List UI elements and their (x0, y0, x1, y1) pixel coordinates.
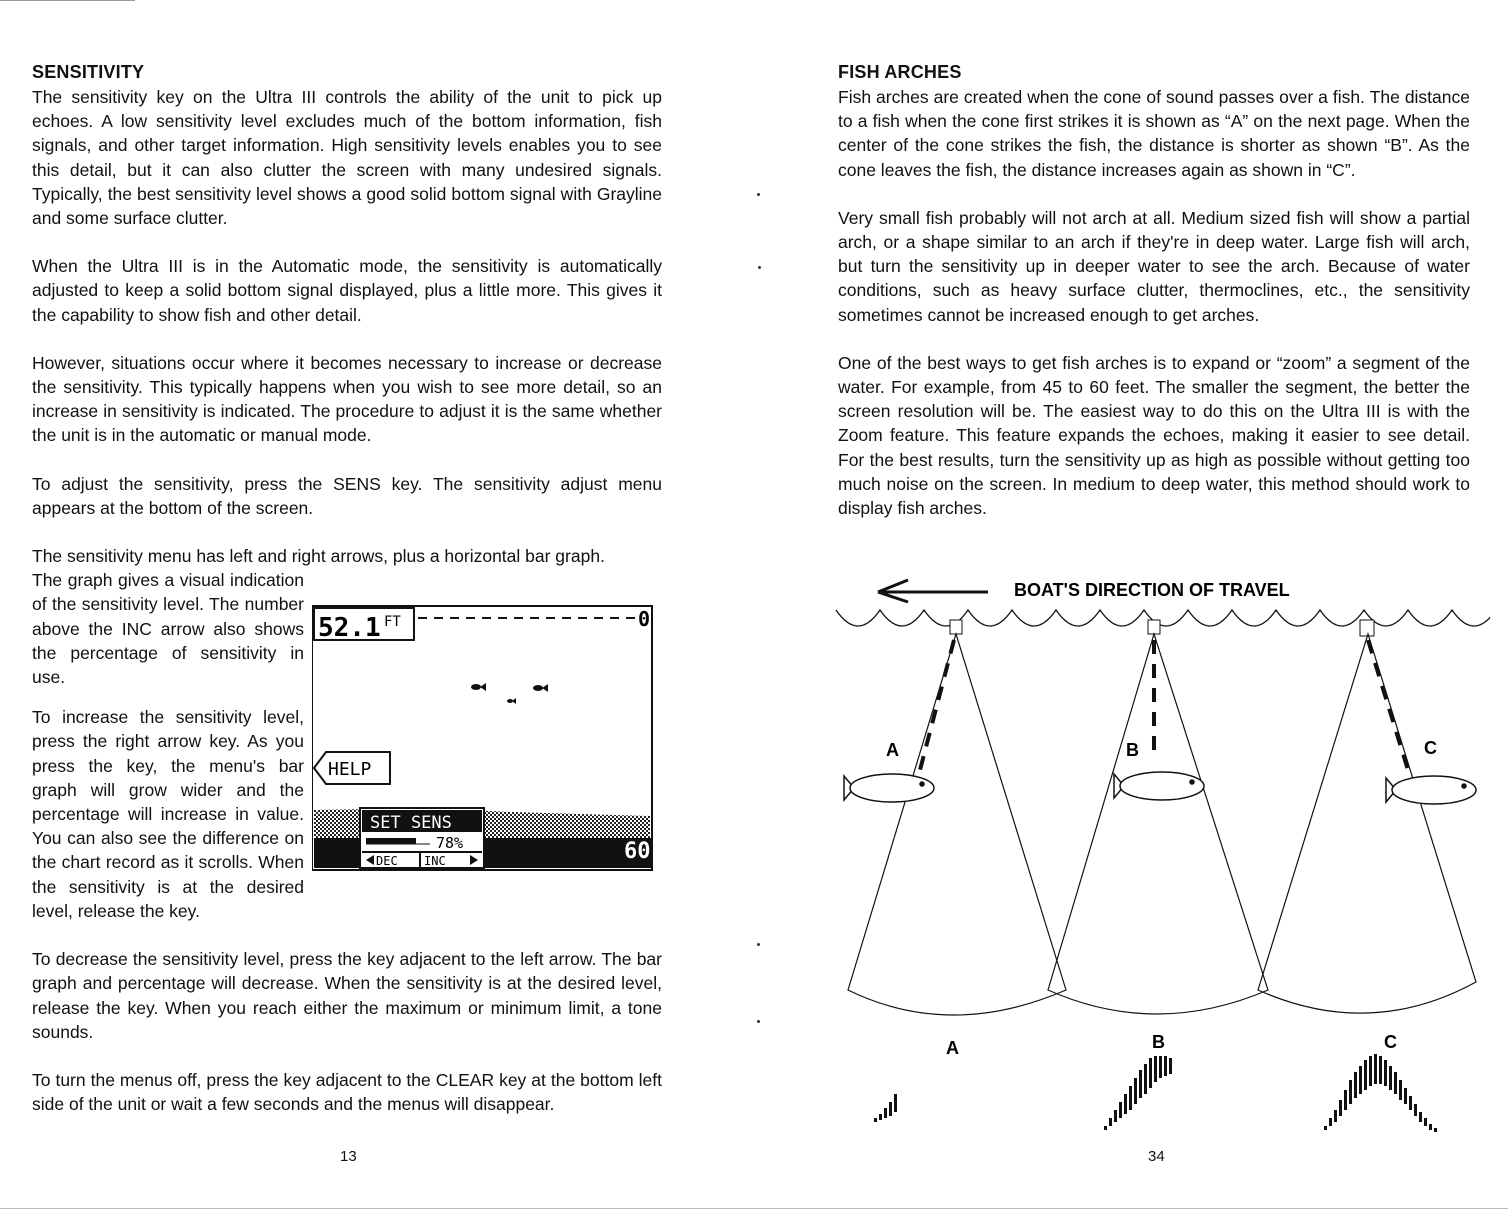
echo-arch-b (1104, 1056, 1172, 1130)
paragraph: The sensitivity key on the Ultra III controls the ability of the unit to pick up echoes. A low sensitivity level excludes much of the bottom information, fish signals, and other target information. High sensitivity levels enables you to see this detail, but it can also clutter the screen with many undesired signals. Typically, the best sensitivity level shows a good solid bottom signal with Grayline and some surface clutter. (32, 87, 662, 229)
sonar-cone-b (1048, 634, 1268, 1014)
sonar-screen-figure (312, 576, 662, 888)
label-a: A (886, 740, 899, 760)
paragraph: To turn the menus off, press the key adjacent to the CLEAR key at the bottom left side of the unit or wait a few seconds and the menus will disappear. (32, 1069, 662, 1115)
direction-label: BOAT'S DIRECTION OF TRAVEL (1014, 580, 1290, 600)
paragraph: To adjust the sensitivity, press the SENS key. The sensitivity adjust menu appears at the bottom of the screen. (32, 473, 662, 518)
paragraph: Very small fish probably will not arch at all. Medium sized fish will show a partial arch, or a shape similar to an arch if they're in deep water. Large fish will arch, but turn the sensitivity up in deeper water to see the arch. Because of water conditions, such as heavy surface clutter, thermoclines, etc., the sensitivity sometimes cannot be increased enough to get arches. (838, 207, 1470, 325)
bottom-label-b: B (1152, 1032, 1165, 1052)
margin-mark (758, 266, 761, 269)
svg-text:INC: INC (424, 854, 446, 869)
paragraph: The graph gives a visual indication of the sensitivity level. The number above the INC arrow also shows the percentage of sensitivity in use. (32, 570, 304, 688)
paragraph (32, 544, 662, 568)
paragraph: However, situations occur where it becomes necessary to increase or decrease the sensitivity. This typically happens when you wish to see more detail, so an increase in sensitivity is indicated. The procedure to adjust it is the same whether the unit is in the automatic or manual mode. (32, 352, 662, 446)
paragraph: To decrease the sensitivity level, press the key adjacent to the left arrow. The bar graph and percentage will decrease. When the sensitivity is at the desired level, release the key. When you reach either the maximum or minimum limit, a tone sounds. (32, 949, 662, 1042)
help-button[interactable] (314, 752, 390, 784)
paragraph: When the Ultra III is in the Automatic mode, the sensitivity is automatically adjusted to keep a solid bottom signal displayed, plus a little more. This gives it the capability to show fish and other detail. (32, 256, 662, 325)
bottom-rule (0, 1208, 1508, 1209)
label-c: C (1424, 738, 1437, 758)
transducer-icon (1148, 620, 1160, 634)
page-number: 13 (340, 1148, 357, 1165)
echo-arch-c (1324, 1054, 1437, 1132)
bottom-label-a: A (946, 1038, 959, 1058)
top-rule (0, 0, 135, 1)
right-page (838, 62, 1470, 544)
margin-mark (757, 193, 760, 196)
page-number: 34 (1148, 1148, 1165, 1165)
bottom-label-c: C (1384, 1032, 1397, 1052)
fish-arch-diagram (830, 570, 1490, 1150)
sonar-cone-c (1258, 634, 1476, 1013)
depth-unit: FT (384, 614, 401, 631)
fish-icon (844, 774, 934, 802)
bottom-range: 60 (624, 839, 651, 865)
paragraph: One of the best ways to get fish arches is to expand or “zoom” a segment of the water. For example, from 45 to 60 feet. The smaller the segment, the better the screen resolution will be. The easiest way to do this on the Ultra III is with the Zoom feature. This feature expands the echoes, making it easier to see detail. For the best results, turn the sensitivity up as high as possible without getting too much noise on the screen. In medium to deep water, this method should work to display fish arches. (838, 352, 1470, 519)
svg-text:DEC: DEC (376, 854, 398, 869)
sonar-cone-a (848, 634, 1066, 1015)
sensitivity-bar-graph (366, 838, 416, 844)
fish-icon (1386, 776, 1476, 804)
menu-title: SET SENS (370, 813, 452, 834)
transducer-icon (1360, 620, 1374, 636)
svg-text:HELP: HELP (328, 759, 372, 781)
label-b: B (1126, 740, 1139, 760)
transducer-icon (950, 620, 962, 634)
sensitivity-heading: SENSITIVITY (32, 62, 145, 82)
fish-icon (1114, 772, 1204, 800)
depth-readout: 52.1 (318, 613, 381, 644)
sensitivity-percent: 78% (436, 834, 464, 853)
echo-arch-a (874, 1094, 897, 1122)
top-range: 0 (638, 607, 651, 632)
figure-intro-text: The sensitivity menu has left and right arrows, plus a horizontal bar graph. (32, 546, 605, 567)
paragraph: Fish arches are created when the cone of sound passes over a fish. The distance to a fish when the cone first strikes it is shown as “A” on the next page. When the center of the cone strikes the fish, the distance is shorter as shown “B”. As the cone leaves the fish, the distance increases again as shown in “C”. (838, 87, 1470, 180)
paragraph: To increase the sensitivity level, press the right arrow key. As you press the key, the menu's bar graph will grow wider and the percentage will increase in value. You can also see the difference on the chart record as it scrolls. When the sensitivity is at the desired level, release the key. (32, 707, 304, 921)
left-page (32, 62, 662, 1140)
fish-arches-heading: FISH ARCHES (838, 62, 962, 82)
margin-mark (757, 1020, 760, 1023)
water-surface (836, 610, 1490, 626)
margin-mark (757, 943, 760, 946)
left-arrow-icon (878, 580, 988, 602)
